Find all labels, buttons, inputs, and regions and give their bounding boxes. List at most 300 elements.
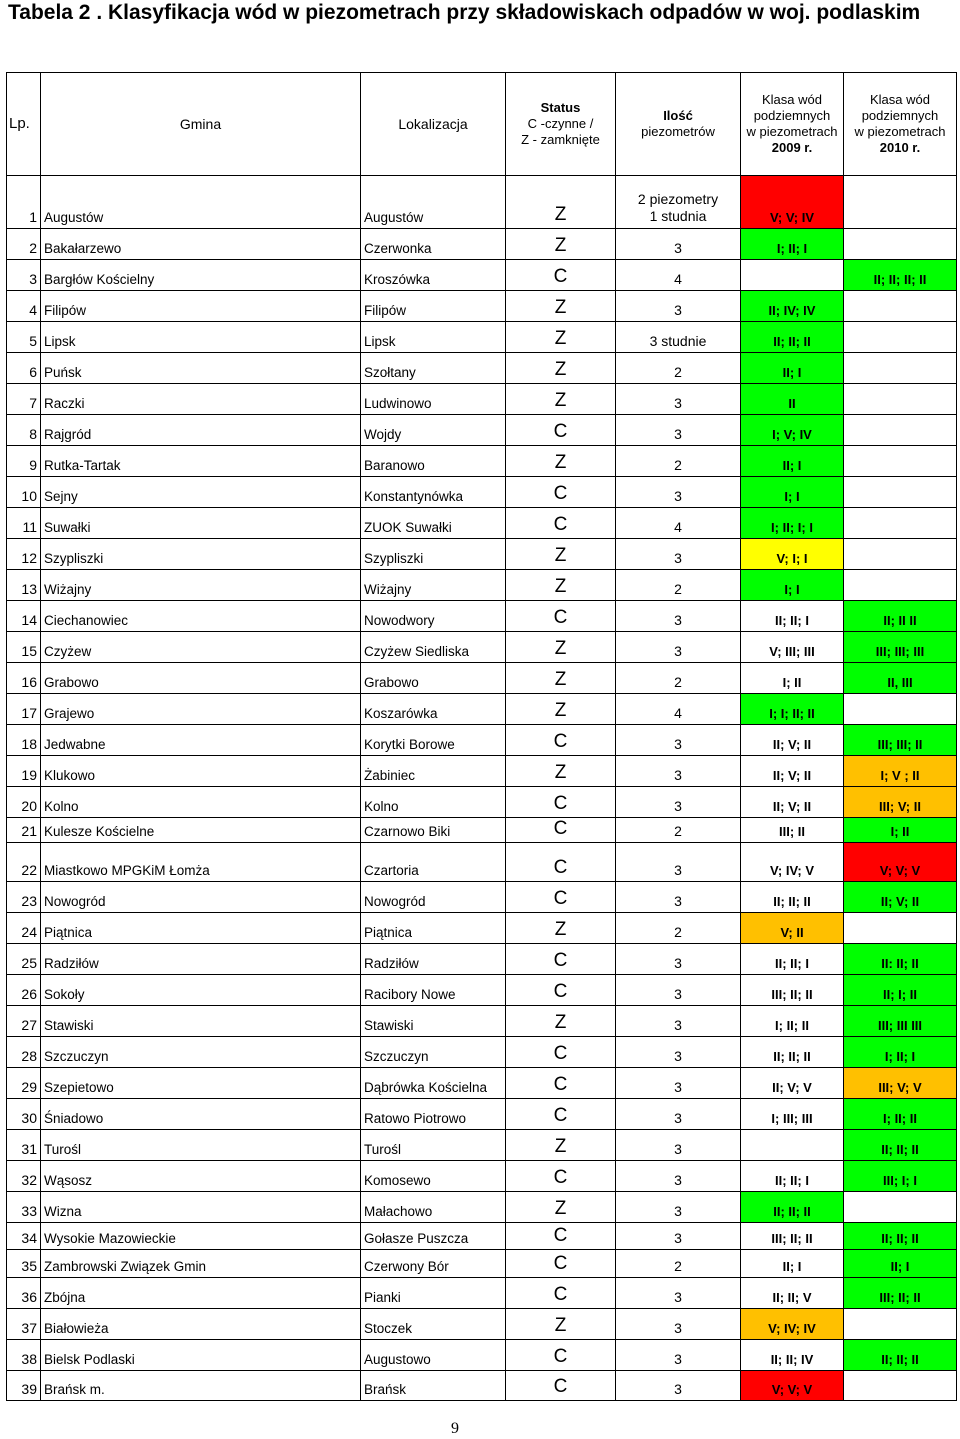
cell-lp: 18 (7, 725, 41, 756)
cell-klasa-2009: I; I (741, 477, 844, 508)
cell-lokalizacja: Konstantynówka (361, 477, 506, 508)
cell-lokalizacja: Turośl (361, 1130, 506, 1161)
cell-status: C (506, 1371, 616, 1401)
cell-ilosc (616, 1223, 741, 1250)
cell-lokalizacja: Żabiniec (361, 756, 506, 787)
cell-lokalizacja: Ratowo Piotrowo (361, 1099, 506, 1130)
cell-klasa-2009: I; III; III (741, 1099, 844, 1130)
cell-klasa-2010 (844, 477, 957, 508)
cell-ilosc (616, 1278, 741, 1309)
table-row (7, 725, 957, 756)
table-row (7, 975, 957, 1006)
cell-klasa-2010: V; V; V (844, 843, 957, 882)
cell-gmina: Stawiski (41, 1006, 361, 1037)
cell-lp: 32 (7, 1161, 41, 1192)
cell-klasa-2009: II; II; II (741, 322, 844, 353)
cell-status: C (506, 818, 616, 843)
table-row (7, 1309, 957, 1340)
cell-klasa-2009: V; I; I (741, 539, 844, 570)
table-row (7, 1371, 957, 1401)
cell-klasa-2010: II; V; II (844, 882, 957, 913)
header-lokalizacja: Lokalizacja (361, 73, 506, 176)
cell-ilosc (616, 260, 741, 291)
cell-ilosc (616, 229, 741, 260)
ilosc-value: 2 (674, 457, 682, 473)
cell-status: Z (506, 353, 616, 384)
ilosc-value: 2 (674, 674, 682, 690)
cell-lokalizacja: Czerwonka (361, 229, 506, 260)
cell-gmina: Jedwabne (41, 725, 361, 756)
ilosc-value: 3 (674, 1351, 682, 1367)
cell-lokalizacja: Augustów (361, 176, 506, 229)
cell-ilosc (616, 446, 741, 477)
cell-klasa-2010 (844, 384, 957, 415)
table-row (7, 913, 957, 944)
cell-klasa-2010: II, III (844, 663, 957, 694)
cell-lokalizacja: Ludwinowo (361, 384, 506, 415)
table-row (7, 508, 957, 539)
header-ilosc (616, 73, 741, 176)
cell-lokalizacja: Komosewo (361, 1161, 506, 1192)
table-row (7, 477, 957, 508)
cell-lokalizacja: Gołasze Puszcza (361, 1223, 506, 1250)
cell-gmina: Rutka-Tartak (41, 446, 361, 477)
cell-klasa-2009: II; IV; IV (741, 291, 844, 322)
cell-klasa-2009: I; II; I (741, 229, 844, 260)
cell-gmina: Nowogród (41, 882, 361, 913)
table-row (7, 1130, 957, 1161)
cell-klasa-2010: II: II; II (844, 944, 957, 975)
cell-gmina: Białowieża (41, 1309, 361, 1340)
cell-status: C (506, 1037, 616, 1068)
cell-lp: 31 (7, 1130, 41, 1161)
cell-gmina: Szepietowo (41, 1068, 361, 1099)
cell-ilosc (616, 1192, 741, 1223)
cell-ilosc (616, 944, 741, 975)
cell-ilosc (616, 1006, 741, 1037)
cell-ilosc (616, 322, 741, 353)
ilosc-value: 3 (674, 643, 682, 659)
cell-ilosc (616, 632, 741, 663)
cell-ilosc (616, 818, 741, 843)
cell-klasa-2010 (844, 1371, 957, 1401)
table-row (7, 353, 957, 384)
cell-lp: 27 (7, 1006, 41, 1037)
cell-klasa-2010: I; II; I (844, 1037, 957, 1068)
cell-ilosc (616, 975, 741, 1006)
ilosc-value: 3 (674, 1203, 682, 1219)
header-ilosc-line: piezometrów (641, 124, 715, 139)
cell-status: C (506, 477, 616, 508)
header-klasa-2010-line: podziemnych (861, 108, 939, 123)
cell-lp: 1 (7, 176, 41, 229)
cell-lp: 30 (7, 1099, 41, 1130)
cell-ilosc (616, 570, 741, 601)
cell-klasa-2009: III; II (741, 818, 844, 843)
cell-lokalizacja: Filipów (361, 291, 506, 322)
cell-klasa-2009: I; I; II; II (741, 694, 844, 725)
cell-gmina: Śniadowo (41, 1099, 361, 1130)
cell-klasa-2010: I; II; II (844, 1099, 957, 1130)
table-row (7, 818, 957, 843)
cell-lp: 34 (7, 1223, 41, 1250)
table-row (7, 570, 957, 601)
cell-klasa-2010: II; II; II (844, 1340, 957, 1371)
cell-klasa-2010: II; II; II (844, 1130, 957, 1161)
cell-gmina: Grabowo (41, 663, 361, 694)
cell-klasa-2009: I; V; IV (741, 415, 844, 446)
cell-klasa-2009: V; III; III (741, 632, 844, 663)
table-row (7, 260, 957, 291)
cell-klasa-2010: III; III III (844, 1006, 957, 1037)
cell-gmina: Brańsk m. (41, 1371, 361, 1401)
ilosc-value: 3 (674, 395, 682, 411)
cell-status: Z (506, 229, 616, 260)
ilosc-value: 3 (674, 1017, 682, 1033)
ilosc-value: 3 (674, 1230, 682, 1246)
ilosc-value: 3 (674, 1141, 682, 1157)
cell-lp: 9 (7, 446, 41, 477)
header-gmina: Gmina (41, 73, 361, 176)
cell-lp: 16 (7, 663, 41, 694)
cell-lp: 36 (7, 1278, 41, 1309)
cell-status: Z (506, 663, 616, 694)
cell-klasa-2010 (844, 1309, 957, 1340)
cell-ilosc (616, 1340, 741, 1371)
cell-gmina: Bielsk Podlaski (41, 1340, 361, 1371)
cell-klasa-2010: III; II; II (844, 1278, 957, 1309)
table-row (7, 1068, 957, 1099)
ilosc-value: 4 (674, 519, 682, 535)
table-row (7, 756, 957, 787)
table-row (7, 663, 957, 694)
cell-klasa-2009 (741, 260, 844, 291)
cell-status: Z (506, 1309, 616, 1340)
table-row (7, 787, 957, 818)
cell-lokalizacja: Kolno (361, 787, 506, 818)
cell-gmina: Wizna (41, 1192, 361, 1223)
cell-ilosc (616, 725, 741, 756)
cell-lp: 25 (7, 944, 41, 975)
cell-klasa-2009: I; II; II (741, 1006, 844, 1037)
cell-lp: 4 (7, 291, 41, 322)
cell-klasa-2010: III; III; III (844, 632, 957, 663)
ilosc-value: 3 (674, 986, 682, 1002)
cell-ilosc (616, 415, 741, 446)
cell-lokalizacja: Augustowo (361, 1340, 506, 1371)
table-row (7, 1006, 957, 1037)
cell-gmina: Czyżew (41, 632, 361, 663)
cell-status: Z (506, 1130, 616, 1161)
cell-status: C (506, 601, 616, 632)
cell-ilosc (616, 756, 741, 787)
cell-status: C (506, 725, 616, 756)
header-status-line: Status (540, 100, 581, 115)
cell-status: C (506, 260, 616, 291)
cell-status: C (506, 1223, 616, 1250)
cell-lokalizacja: Racibory Nowe (361, 975, 506, 1006)
cell-klasa-2010: III; I; I (844, 1161, 957, 1192)
cell-status: Z (506, 384, 616, 415)
cell-gmina: Filipów (41, 291, 361, 322)
cell-ilosc (616, 694, 741, 725)
header-klasa-2009 (741, 73, 844, 176)
cell-lokalizacja: Czerwony Bór (361, 1250, 506, 1278)
cell-klasa-2009: II (741, 384, 844, 415)
cell-lp: 13 (7, 570, 41, 601)
cell-lp: 39 (7, 1371, 41, 1401)
cell-klasa-2009: III; II; II (741, 1223, 844, 1250)
cell-gmina: Kolno (41, 787, 361, 818)
table-row (7, 601, 957, 632)
ilosc-value: 3 (674, 488, 682, 504)
table-row (7, 1250, 957, 1278)
table-row (7, 1340, 957, 1371)
ilosc-value: 2 (674, 924, 682, 940)
cell-klasa-2009: II; II; V (741, 1278, 844, 1309)
table-row (7, 632, 957, 663)
table-body (7, 176, 957, 1401)
ilosc-value: 3 (674, 767, 682, 783)
header-klasa-2009-line: Klasa wód (762, 92, 822, 107)
cell-klasa-2010 (844, 353, 957, 384)
cell-klasa-2009 (741, 1130, 844, 1161)
cell-lp: 35 (7, 1250, 41, 1278)
table-row (7, 944, 957, 975)
cell-gmina: Bakałarzewo (41, 229, 361, 260)
cell-lokalizacja: Małachowo (361, 1192, 506, 1223)
cell-status: C (506, 975, 616, 1006)
ilosc-value: 3 (674, 550, 682, 566)
classification-table (6, 72, 957, 1401)
cell-status: C (506, 1068, 616, 1099)
cell-lp: 6 (7, 353, 41, 384)
ilosc-value: 3 (674, 862, 682, 878)
cell-lokalizacja: Wiżajny (361, 570, 506, 601)
cell-gmina: Miastkowo MPGKiM Łomża (41, 843, 361, 882)
cell-status: Z (506, 291, 616, 322)
cell-status: Z (506, 1192, 616, 1223)
cell-ilosc (616, 291, 741, 322)
cell-ilosc (616, 843, 741, 882)
table-row (7, 415, 957, 446)
cell-gmina: Wiżajny (41, 570, 361, 601)
cell-lokalizacja: ZUOK Suwałki (361, 508, 506, 539)
cell-gmina: Szczuczyn (41, 1037, 361, 1068)
cell-klasa-2010 (844, 415, 957, 446)
cell-lp: 24 (7, 913, 41, 944)
cell-lokalizacja: Nowogród (361, 882, 506, 913)
ilosc-value: 2 (674, 581, 682, 597)
cell-lp: 33 (7, 1192, 41, 1223)
cell-klasa-2009: I; I (741, 570, 844, 601)
table-row (7, 843, 957, 882)
cell-status: C (506, 1099, 616, 1130)
cell-ilosc (616, 787, 741, 818)
cell-klasa-2009: II; I (741, 1250, 844, 1278)
cell-status: C (506, 882, 616, 913)
cell-lokalizacja: Radziłów (361, 944, 506, 975)
cell-lp: 2 (7, 229, 41, 260)
cell-klasa-2010: III; III; II (844, 725, 957, 756)
cell-lp: 8 (7, 415, 41, 446)
ilosc-value: 4 (674, 705, 682, 721)
cell-klasa-2009: II; II; II (741, 1037, 844, 1068)
cell-klasa-2010 (844, 1192, 957, 1223)
cell-status: Z (506, 446, 616, 477)
header-klasa-2010-line: Klasa wód (870, 92, 930, 107)
cell-lokalizacja: Nowodwory (361, 601, 506, 632)
cell-klasa-2009: II; I (741, 353, 844, 384)
cell-status: C (506, 1250, 616, 1278)
ilosc-value: 2 (674, 364, 682, 380)
table-row (7, 1037, 957, 1068)
table-row (7, 176, 957, 229)
cell-lp: 10 (7, 477, 41, 508)
cell-lp: 20 (7, 787, 41, 818)
ilosc-value: 3 (674, 798, 682, 814)
ilosc-value: 3 (674, 1079, 682, 1095)
cell-ilosc (616, 663, 741, 694)
cell-ilosc (616, 601, 741, 632)
table-row (7, 1161, 957, 1192)
ilosc-value: 3 (674, 893, 682, 909)
cell-ilosc (616, 353, 741, 384)
cell-ilosc (616, 477, 741, 508)
cell-lokalizacja: Grabowo (361, 663, 506, 694)
cell-klasa-2009: I; II (741, 663, 844, 694)
cell-ilosc (616, 176, 741, 229)
cell-lokalizacja: Czarnowo Biki (361, 818, 506, 843)
cell-status: Z (506, 176, 616, 229)
table-row (7, 539, 957, 570)
cell-klasa-2010: I; II (844, 818, 957, 843)
table-row (7, 1099, 957, 1130)
ilosc-value: 3 (674, 1172, 682, 1188)
ilosc-value: 3 (674, 1381, 682, 1397)
cell-klasa-2010 (844, 322, 957, 353)
ilosc-value: 2 (674, 1258, 682, 1274)
cell-lokalizacja: Kroszówka (361, 260, 506, 291)
cell-klasa-2010: II; I (844, 1250, 957, 1278)
cell-lokalizacja: Korytki Borowe (361, 725, 506, 756)
cell-lp: 7 (7, 384, 41, 415)
cell-lokalizacja: Pianki (361, 1278, 506, 1309)
header-status (506, 73, 616, 176)
cell-ilosc (616, 1309, 741, 1340)
cell-lp: 5 (7, 322, 41, 353)
cell-lp: 17 (7, 694, 41, 725)
header-status-line: Z - zamknięte (521, 132, 600, 147)
cell-lp: 21 (7, 818, 41, 843)
cell-klasa-2010: II; II; II (844, 1223, 957, 1250)
cell-klasa-2010 (844, 176, 957, 229)
cell-gmina: Raczki (41, 384, 361, 415)
cell-klasa-2010 (844, 508, 957, 539)
cell-gmina: Zbójna (41, 1278, 361, 1309)
cell-klasa-2009: II; V; II (741, 725, 844, 756)
cell-lp: 3 (7, 260, 41, 291)
cell-lokalizacja: Stawiski (361, 1006, 506, 1037)
cell-gmina: Sejny (41, 477, 361, 508)
cell-klasa-2010: III; V; II (844, 787, 957, 818)
cell-gmina: Ciechanowiec (41, 601, 361, 632)
cell-status: C (506, 1161, 616, 1192)
cell-status: Z (506, 570, 616, 601)
cell-klasa-2010 (844, 539, 957, 570)
cell-lokalizacja: Szołtany (361, 353, 506, 384)
cell-lokalizacja: Lipsk (361, 322, 506, 353)
cell-klasa-2009: V; V; V (741, 1371, 844, 1401)
cell-ilosc (616, 1130, 741, 1161)
cell-klasa-2009: V; II (741, 913, 844, 944)
ilosc-value: 3 (674, 426, 682, 442)
cell-lokalizacja: Dąbrówka Kościelna (361, 1068, 506, 1099)
cell-lokalizacja: Brańsk (361, 1371, 506, 1401)
cell-lp: 15 (7, 632, 41, 663)
ilosc-value: 3 (674, 1320, 682, 1336)
cell-lp: 26 (7, 975, 41, 1006)
cell-klasa-2009: III; II; II (741, 975, 844, 1006)
cell-ilosc (616, 1371, 741, 1401)
cell-gmina: Zambrowski Związek Gmin (41, 1250, 361, 1278)
cell-klasa-2009: II; II; II (741, 1192, 844, 1223)
cell-lp: 29 (7, 1068, 41, 1099)
header-klasa-2010 (844, 73, 957, 176)
table-row (7, 322, 957, 353)
cell-lokalizacja: Czyżew Siedliska (361, 632, 506, 663)
cell-lp: 14 (7, 601, 41, 632)
cell-ilosc (616, 882, 741, 913)
cell-klasa-2009: II; II; I (741, 1161, 844, 1192)
cell-lp: 12 (7, 539, 41, 570)
ilosc-value: 3 (674, 612, 682, 628)
ilosc-value: 3 (674, 302, 682, 318)
cell-klasa-2010 (844, 694, 957, 725)
cell-gmina: Wąsosz (41, 1161, 361, 1192)
cell-klasa-2010: I; V ; II (844, 756, 957, 787)
header-ilosc-line: Ilość (663, 108, 693, 123)
cell-status: Z (506, 322, 616, 353)
cell-status: Z (506, 632, 616, 663)
cell-klasa-2010: III; V; V (844, 1068, 957, 1099)
cell-gmina: Grajewo (41, 694, 361, 725)
cell-status: Z (506, 1006, 616, 1037)
cell-gmina: Bargłów Kościelny (41, 260, 361, 291)
cell-lp: 28 (7, 1037, 41, 1068)
cell-gmina: Augustów (41, 176, 361, 229)
cell-ilosc (616, 1161, 741, 1192)
ilosc-value: 3 studnie (649, 333, 707, 349)
cell-gmina: Turośl (41, 1130, 361, 1161)
cell-klasa-2010 (844, 570, 957, 601)
ilosc-value: 3 (674, 955, 682, 971)
ilosc-value: 3 (674, 1110, 682, 1126)
cell-klasa-2009: II; II; II (741, 882, 844, 913)
cell-lp: 38 (7, 1340, 41, 1371)
cell-klasa-2010 (844, 291, 957, 322)
cell-klasa-2009: V; IV; IV (741, 1309, 844, 1340)
cell-lokalizacja: Czartoria (361, 843, 506, 882)
ilosc-value: 3 (674, 1289, 682, 1305)
cell-klasa-2009: V; V; IV (741, 176, 844, 229)
cell-ilosc (616, 1068, 741, 1099)
cell-lokalizacja: Szypliszki (361, 539, 506, 570)
cell-klasa-2009: I; II; I; I (741, 508, 844, 539)
cell-lp: 37 (7, 1309, 41, 1340)
cell-status: C (506, 843, 616, 882)
table-row (7, 1223, 957, 1250)
